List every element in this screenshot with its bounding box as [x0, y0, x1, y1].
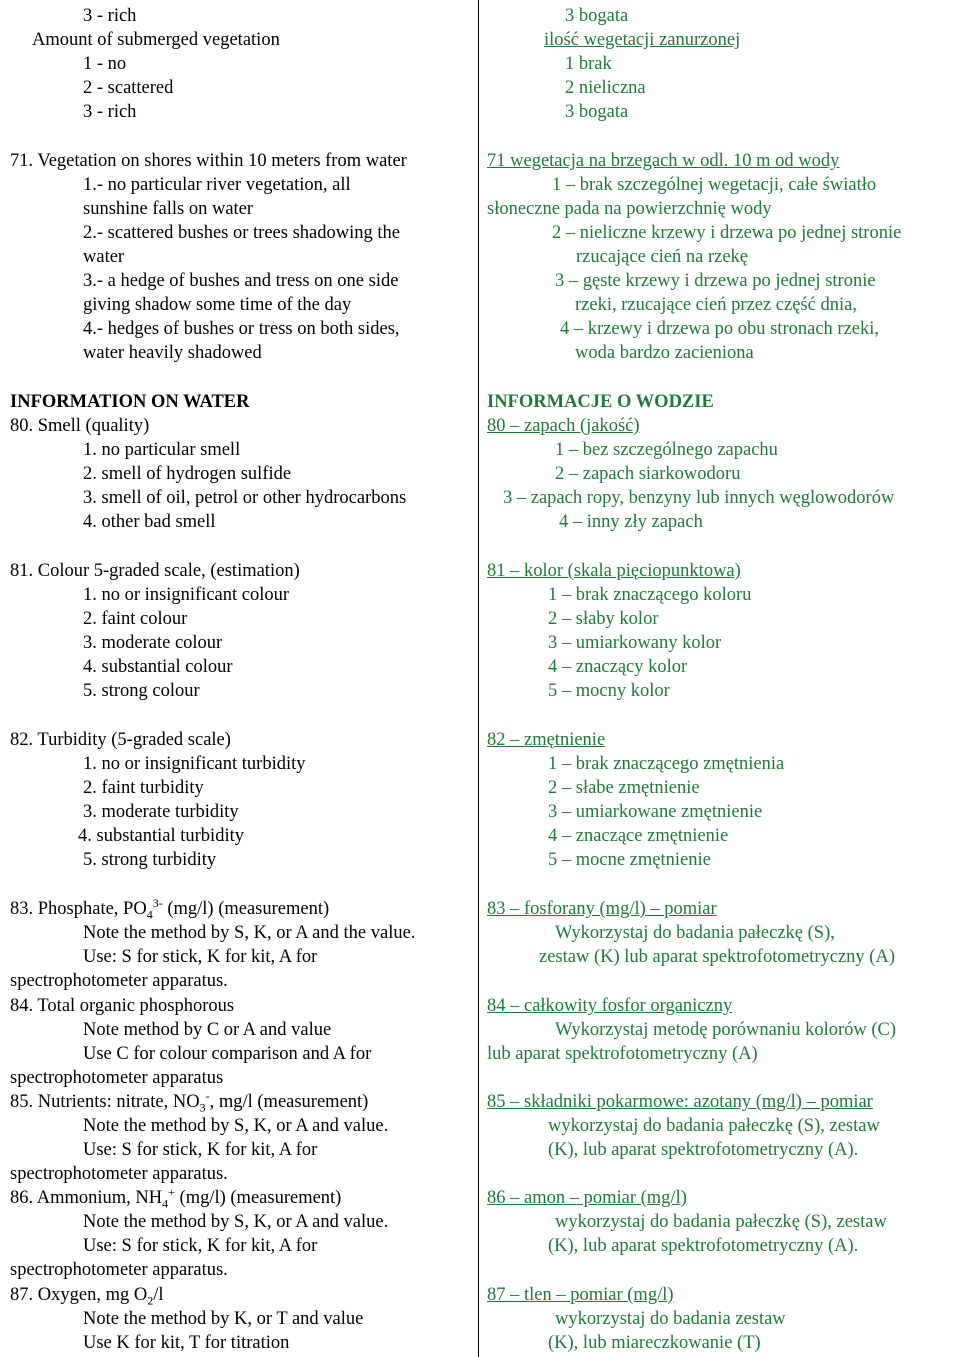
text-line: 4. substantial turbidity: [78, 826, 244, 846]
text-line: ilość wegetacji zanurzonej: [544, 30, 741, 50]
text-line: rzeki, rzucające cień przez część dnia,: [575, 295, 857, 315]
text-line: 1 – brak szczególnej wegetacji, całe światło: [552, 175, 877, 195]
question-title: 80. Smell (quality): [10, 416, 150, 436]
text-line: 3 – umiarkowany kolor: [548, 633, 722, 653]
question-title: 71. Vegetation on shores within 10 meters from water: [10, 151, 407, 171]
question-title: 87. Oxygen, mg $O_2/l$: [10, 1285, 164, 1308]
question-title: 84 – całkowity fosfor organiczny: [487, 996, 733, 1016]
question-title: 87 – tlen – pomiar (mg/l): [487, 1285, 674, 1305]
text-line: 5. strong turbidity: [83, 850, 217, 870]
text-line: spectrophotometer apparatus.: [10, 1260, 228, 1280]
text-line: 4.- hedges of bushes or tress on both sides,: [83, 319, 400, 339]
section-heading: INFORMATION ON WATER: [10, 392, 250, 412]
text-line: water heavily shadowed: [83, 343, 262, 363]
question-title: 83. Phosphate, $PO_4^{3-}$ (mg/l) (measurement): [10, 895, 330, 922]
english-column: [0, 0, 479, 1357]
text-line: słoneczne pada na powierzchnię wody: [487, 199, 772, 219]
text-line: wykorzystaj do badania zestaw: [555, 1309, 786, 1329]
text-line: Note method by C or A and value: [83, 1020, 332, 1040]
question-title: 84. Total organic phosphorous: [10, 996, 235, 1016]
question-title: 82 – zmętnienie: [487, 730, 606, 750]
text-line: woda bardzo zacieniona: [575, 343, 754, 363]
text-line: 4 – znaczący kolor: [548, 657, 688, 677]
text-line: sunshine falls on water: [83, 199, 254, 219]
text-line: 4 – znaczące zmętnienie: [548, 826, 729, 846]
text-line: wykorzystaj do badania pałeczkę (S), zestaw: [555, 1212, 887, 1232]
text-line: 1 – brak znaczącego zmętnienia: [548, 754, 785, 774]
text-line: Amount of submerged vegetation: [32, 30, 280, 50]
question-title: 81 – kolor (skala pięciopunktowa): [487, 561, 741, 581]
text-line: Wykorzystaj do badania pałeczkę (S),: [555, 923, 835, 943]
text-line: 5. strong colour: [83, 681, 200, 701]
text-line: 2. faint turbidity: [83, 778, 204, 798]
text-line: spectrophotometer apparatus: [10, 1068, 224, 1088]
question-title: 81. Colour 5-graded scale, (estimation): [10, 561, 300, 581]
text-line: Note the method by S, K, or A and value.: [83, 1116, 389, 1136]
text-line: 1. no particular smell: [83, 440, 241, 460]
text-line: Use: S for stick, K for kit, A for: [83, 947, 318, 967]
question-title: 85 – składniki pokarmowe: azotany (mg/l) – pomiar: [487, 1092, 873, 1112]
text-line: 5 – mocny kolor: [548, 681, 670, 701]
text-line: 2. faint colour: [83, 609, 188, 629]
text-line: 3. smell of oil, petrol or other hydrocarbons: [83, 488, 407, 508]
question-title: 71 wegetacja na brzegach w odl. 10 m od wody: [487, 151, 840, 171]
text-line: (K), lub aparat spektrofotometryczny (A).: [548, 1236, 859, 1256]
text-line: 3 – umiarkowane zmętnienie: [548, 802, 763, 822]
question-title: 86. Ammonium, $NH_4^+$ (mg/l) (measurement): [10, 1184, 342, 1211]
question-title: 86 – amon – pomiar (mg/l): [487, 1188, 687, 1208]
text-line: spectrophotometer apparatus.: [10, 971, 228, 991]
text-line: 2 - scattered: [83, 78, 174, 98]
text-line: 2.- scattered bushes or trees shadowing the: [83, 223, 400, 243]
text-line: 1 – bez szczególnego zapachu: [555, 440, 778, 460]
text-line: 2 – zapach siarkowodoru: [555, 464, 741, 484]
text-line: 3. moderate colour: [83, 633, 223, 653]
text-line: lub aparat spektrofotometryczny (A): [487, 1044, 758, 1064]
text-line: (K), lub miareczkowanie (T): [548, 1333, 761, 1353]
text-line: 3 – zapach ropy, benzyny lub innych węglowodorów: [503, 488, 895, 508]
text-line: Use: S for stick, K for kit, A for: [83, 1236, 318, 1256]
text-line: 2 – słaby kolor: [548, 609, 659, 629]
text-line: 2 – słabe zmętnienie: [548, 778, 700, 798]
text-line: 2 nieliczna: [565, 78, 646, 98]
text-line: (K), lub aparat spektrofotometryczny (A).: [548, 1140, 859, 1160]
text-line: 3 – gęste krzewy i drzewa po jednej stronie: [555, 271, 876, 291]
text-line: rzucające cień na rzekę: [576, 247, 749, 267]
text-line: Use: S for stick, K for kit, A for: [83, 1140, 318, 1160]
text-line: 4. substantial colour: [83, 657, 233, 677]
section-heading: INFORMACJE O WODZIE: [487, 392, 714, 412]
text-line: wykorzystaj do badania pałeczkę (S), zestaw: [548, 1116, 880, 1136]
text-line: 1.- no particular river vegetation, all: [83, 175, 351, 195]
text-line: 2. smell of hydrogen sulfide: [83, 464, 292, 484]
text-line: 3 bogata: [565, 6, 629, 26]
text-line: 3.- a hedge of bushes and tress on one side: [83, 271, 399, 291]
question-title: 83 – fosforany (mg/l) – pomiar: [487, 899, 717, 919]
text-line: Note the method by K, or T and value: [83, 1309, 364, 1329]
text-line: Use K for kit, T for titration: [83, 1333, 290, 1353]
text-line: 3. moderate turbidity: [83, 802, 239, 822]
text-line: zestaw (K) lub aparat spektrofotometryczny (A): [539, 947, 895, 967]
text-line: Use C for colour comparison and A for: [83, 1044, 372, 1064]
text-line: 3 - rich: [83, 6, 137, 26]
text-line: 1 – brak znaczącego koloru: [548, 585, 752, 605]
text-line: 4 – inny zły zapach: [559, 512, 703, 532]
text-line: 1 - no: [83, 54, 127, 74]
text-line: giving shadow some time of the day: [83, 295, 352, 315]
text-line: 5 – mocne zmętnienie: [548, 850, 711, 870]
text-line: 4. other bad smell: [83, 512, 216, 532]
text-line: Note the method by S, K, or A and value.: [83, 1212, 389, 1232]
text-line: 4 – krzewy i drzewa po obu stronach rzeki,: [560, 319, 880, 339]
text-line: 1 brak: [565, 54, 612, 74]
text-line: 1. no or insignificant colour: [83, 585, 290, 605]
question-title: 82. Turbidity (5-graded scale): [10, 730, 231, 750]
question-title: 80 – zapach (jakość): [487, 416, 640, 436]
text-line: 1. no or insignificant turbidity: [83, 754, 306, 774]
text-line: 2 – nieliczne krzewy i drzewa po jednej stronie: [552, 223, 902, 243]
text-line: Note the method by S, K, or A and the value.: [83, 923, 416, 943]
text-line: 3 bogata: [565, 102, 629, 122]
text-line: Wykorzystaj metodę porównaniu kolorów (C): [555, 1020, 897, 1040]
polish-column: [479, 0, 960, 1357]
question-title: 85. Nutrients: nitrate, $NO_3^-$, mg/l (measurement): [10, 1088, 369, 1115]
text-line: water: [83, 247, 125, 267]
text-line: spectrophotometer apparatus.: [10, 1164, 228, 1184]
text-line: 3 - rich: [83, 102, 137, 122]
